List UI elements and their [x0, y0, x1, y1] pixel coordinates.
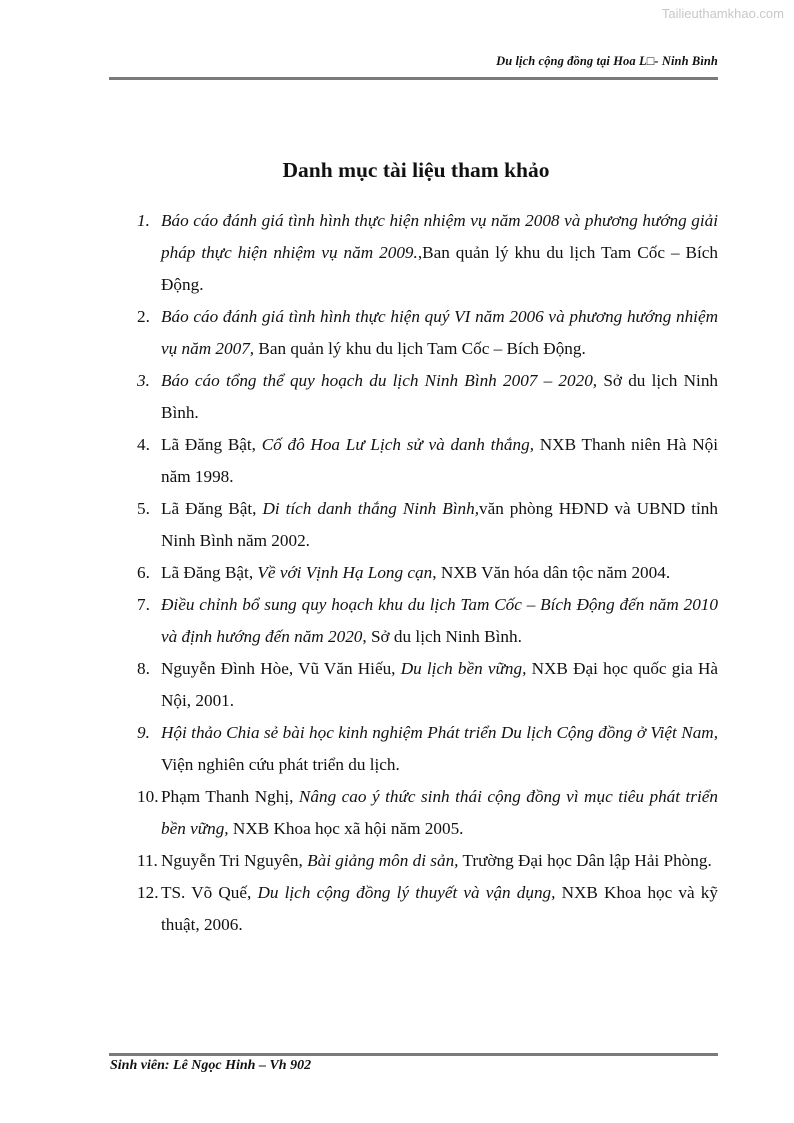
reference-publisher: NXB Khoa học và kỹ thuật, 2006. [161, 883, 718, 934]
header-divider [109, 77, 718, 80]
reference-title: Hội thảo Chia sẻ bài học kinh nghiệm Phát triển Du lịch Cộng đồng ở Việt Nam, [161, 723, 718, 742]
reference-author: Nguyễn Đình Hòe, Vũ Văn Hiếu, [161, 659, 401, 678]
reference-publisher: Viện nghiên cứu phát triển du lịch. [161, 755, 400, 774]
reference-author: Lã Đăng Bật, [161, 435, 262, 454]
reference-author: Lã Đăng Bật, [161, 563, 258, 582]
reference-title: Điều chỉnh bổ sung quy hoạch khu du lịch Tam Cốc – Bích Động đến năm 2010 và định hướng đến năm 2020 [161, 595, 718, 646]
reference-title: Về với Vịnh Hạ Long cạn [257, 563, 433, 582]
reference-publisher: NXB Khoa học xã hội năm 2005. [228, 819, 464, 838]
reference-number: 5. [137, 499, 150, 518]
page-footer: Sinh viên: Lê Ngọc Hinh – Vh 902 [110, 1058, 312, 1073]
reference-title: Nâng cao ý thức sinh thái cộng đồng vì mục tiêu phát triển bền vững, [161, 787, 718, 838]
reference-item [137, 589, 718, 653]
reference-number: 6. [137, 563, 150, 582]
reference-list [137, 205, 718, 941]
running-header: Du lịch cộng đồng tại Hoa L□- Ninh Bình [496, 54, 718, 68]
reference-item [137, 781, 718, 845]
reference-publisher: , NXB Văn hóa dân tộc năm 2004. [432, 563, 671, 582]
reference-author: Nguyễn Tri Nguyên, [161, 851, 308, 870]
reference-number: 3. [137, 371, 150, 390]
reference-item [137, 301, 718, 365]
reference-item [137, 557, 718, 589]
reference-title: Du lịch bền vững, [400, 659, 527, 678]
reference-number: 10. [137, 787, 159, 806]
reference-publisher: Trường Đại học Dân lập Hải Phòng. [458, 851, 712, 870]
reference-item [137, 653, 718, 717]
reference-title: Di tích danh thắng Ninh Bình, [262, 499, 480, 518]
reference-author: Phạm Thanh Nghị, [161, 787, 299, 806]
page-title: Danh mục tài liệu tham khảo [282, 158, 550, 182]
reference-publisher: , Sở du lịch Ninh Bình. [362, 627, 522, 646]
reference-item [137, 365, 718, 429]
reference-item [137, 493, 718, 557]
reference-number: 9. [137, 723, 150, 742]
reference-publisher: Ban quản lý khu du lịch Tam Cốc – Bích Động. [254, 339, 586, 358]
reference-number: 8. [137, 659, 150, 678]
reference-title: Du lịch cộng đồng lý thuyết và vận dụng, [257, 883, 556, 902]
reference-publisher: Sở du lịch Ninh Bình. [161, 371, 719, 422]
reference-author: Lã Đăng Bật, [161, 499, 263, 518]
reference-item [137, 845, 718, 877]
reference-title: Bài giảng môn di sản, [307, 851, 459, 870]
watermark: Tailieuthamkhao.com [661, 6, 784, 21]
reference-item [137, 205, 718, 301]
reference-title: Báo cáo đánh giá tình hình thực hiện nhiệm vụ năm 2008 và phương hướng giải pháp thực hiện nhiệm vụ năm 2009. [161, 211, 718, 262]
reference-publisher: NXB Đại học quốc gia Hà Nội, 2001. [161, 659, 718, 710]
reference-item [137, 877, 718, 941]
reference-title: Cố đô Hoa Lư Lịch sử và danh thắng, [261, 435, 535, 454]
reference-item [137, 429, 718, 493]
reference-number: 2. [137, 307, 150, 326]
reference-publisher: ,Ban quản lý khu du lịch Tam Cốc – Bích Động. [161, 243, 718, 294]
reference-number: 12. [137, 883, 159, 902]
footer-divider [109, 1053, 718, 1056]
reference-number: 7. [137, 595, 150, 614]
reference-number: 1. [137, 211, 150, 230]
reference-item [137, 717, 718, 781]
reference-title: Báo cáo đánh giá tình hình thực hiện quý VI năm 2006 và phương hướng nhiệm vụ năm 2007, [161, 307, 718, 358]
reference-title: Báo cáo tổng thể quy hoạch du lịch Ninh Bình 2007 – 2020, [161, 371, 598, 390]
reference-number: 4. [137, 435, 150, 454]
reference-publisher: văn phòng HĐND và UBND tỉnh Ninh Bình năm 2002. [161, 499, 718, 550]
reference-author: TS. Võ Quế, [161, 883, 258, 902]
reference-number: 11. [137, 851, 158, 870]
reference-publisher: NXB Thanh niên Hà Nội năm 1998. [161, 435, 718, 486]
